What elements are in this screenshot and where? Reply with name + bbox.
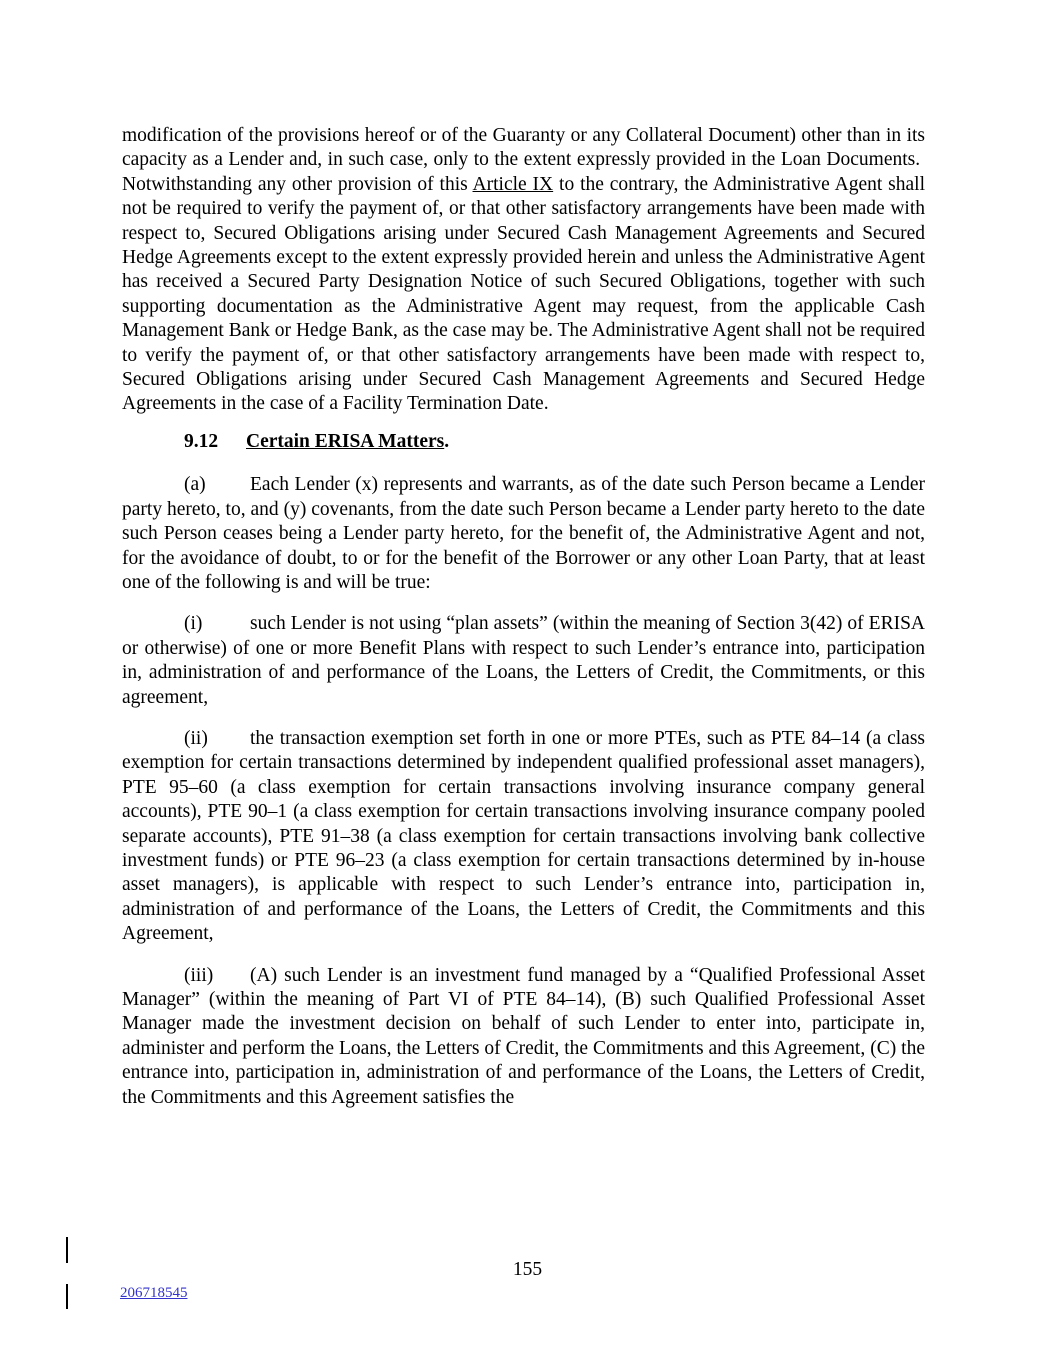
paragraph-a xyxy=(122,473,925,595)
section-heading-9-12 xyxy=(122,430,925,454)
paragraph-a-text: Each Lender (x) represents and warrants, as of the date such Person became a Lender party hereto, to, and (y) covenants, from the date such Person became a Lender party hereto to the date such Person ceases being a Lender party hereto, for the benefit of, the Administrative Agent and not, for the avoidance of doubt, to or for the benefit of the Borrower or any other Loan Party, that at least one of the following is and will be true: xyxy=(122,474,925,593)
document-body xyxy=(122,124,925,1110)
clause-i-label: (i) xyxy=(184,613,203,635)
clause-iii-text: (A) such Lender is an investment fund managed by a “Qualified Professional Asset Manager” (within the meaning of Part VI of PTE 84–14), (B) such Qualified Professional Asset Manager made the investment decision on behalf of such Lender to enter into, participate in, administer and perform the Loans, the Letters of Credit, the Commitments and this Agreement, (C) the entrance into, participation in, administration of and performance of the Loans, the Letters of Credit, the Commitments and this Agreement satisfies the xyxy=(122,964,925,1108)
section-number: 9.12 xyxy=(184,430,219,452)
clause-ii xyxy=(122,727,925,947)
paragraph-a-label: (a) xyxy=(184,474,206,496)
article-ix-reference: Article IX xyxy=(472,173,554,195)
paragraph-continuation xyxy=(122,124,925,417)
document-number-link[interactable]: 206718545 xyxy=(120,1285,188,1301)
revision-change-bar xyxy=(66,1284,68,1309)
section-title: Certain ERISA Matters xyxy=(246,430,445,452)
clause-ii-text: the transaction exemption set forth in one or more PTEs, such as PTE 84–14 (a class exemption for certain transactions determined by independent qualified professional asset managers), PTE 95–60 (a class exemption for certain transactions involving insurance company general accounts), PTE 90–1 (a class exemption for certain transactions involving insurance company pooled separate accounts), PTE 91–38 (a class exemption for certain transactions involving bank collective investment funds) or PTE 96–23 (a class exemption for certain transactions determined by in-house asset managers), is applicable with respect to such Lender’s entrance into, participation in, administration of and performance of the Loans, the Letters of Credit, the Commitments and this Agreement, xyxy=(122,727,925,945)
paragraph-text: to the contrary, the Administrative Agent shall not be required to verify the payment of, or that other satisfactory arrangements have been made with respect to, Secured Obligations arising under Secured Cash Management Agreements and Secured Hedge Agreements except to the extent expressly provided herein and unless the Administrative Agent has received a Secured Party Designation Notice of such Secured Obligations, together with such supporting documentation as the Administrative Agent may request, from the applicable Cash Management Bank or Hedge Bank, as the case may be. The Administrative Agent shall not be required to verify the payment of, or that other satisfactory arrangements have been made with respect to, Secured Obligations arising under Secured Cash Management Agreements and Secured Hedge Agreements in the case of a Facility Termination Date. xyxy=(122,173,926,415)
clause-iii-label: (iii) xyxy=(184,964,214,986)
clause-iii xyxy=(122,964,925,1110)
clause-i xyxy=(122,612,925,710)
page-number: 155 xyxy=(512,1259,543,1280)
clause-ii-label: (ii) xyxy=(184,727,208,749)
section-title-period: . xyxy=(444,430,450,452)
paragraph-text: modification of the provisions hereof or of the Guaranty or any Collateral Document) other than in its capacity as a Lender and, in such case, only to the extent expressly provided in the Loan Documents. Notwithstanding any other provision of this xyxy=(122,125,925,195)
clause-i-text: such Lender is not using “plan assets” (within the meaning of Section 3(42) of ERISA or otherwise) of one or more Benefit Plans with respect to such Lender’s entrance into, participation in, administration of and performance of the Loans, the Letters of Credit, the Commitments, or this agreement, xyxy=(122,613,925,708)
